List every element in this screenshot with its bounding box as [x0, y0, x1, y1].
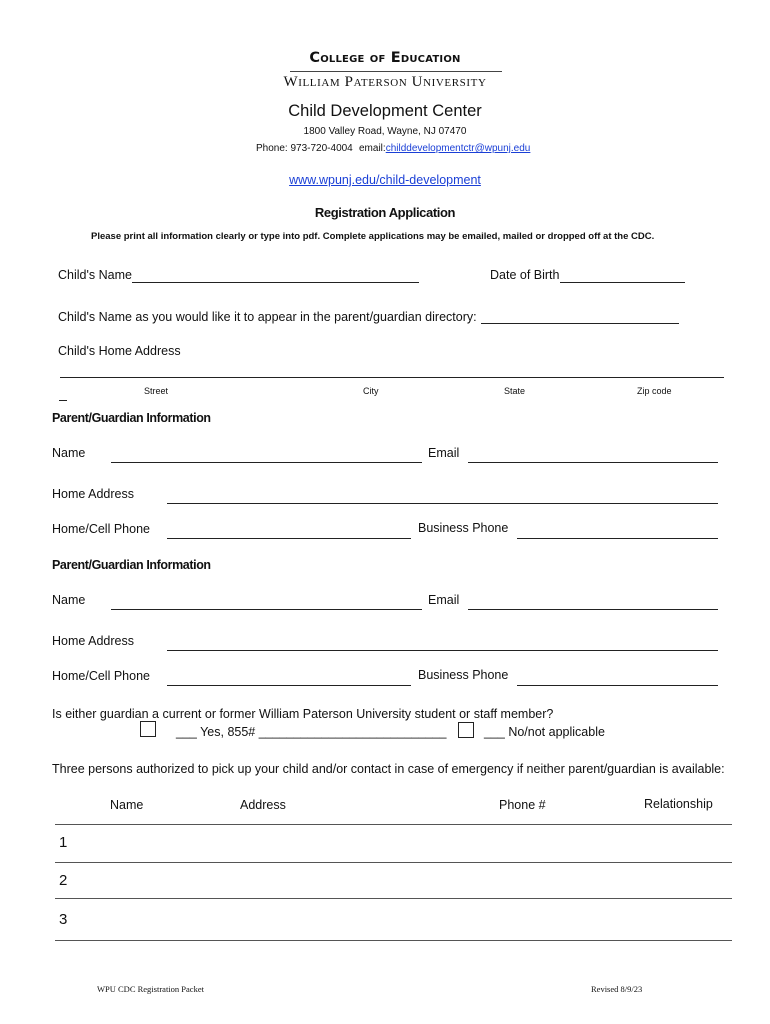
directory-name-label: Child's Name as you would like it to appear in the parent/guardian directory:: [58, 310, 477, 324]
guardian2-email-field[interactable]: [468, 609, 718, 610]
address-line-tail: [59, 400, 67, 401]
dob-field[interactable]: [560, 282, 685, 283]
table-row[interactable]: [55, 862, 732, 863]
home-address-label: Child's Home Address: [58, 344, 181, 358]
guardian2-address-label: Home Address: [52, 634, 134, 648]
guardian2-home-phone-label: Home/Cell Phone: [52, 669, 150, 683]
directory-name-field[interactable]: [481, 323, 679, 324]
guardian1-home-phone-label: Home/Cell Phone: [52, 522, 150, 536]
guardian1-business-phone-label: Business Phone: [418, 521, 509, 535]
wpu-question: Is either guardian a current or former William Paterson University student or staff member?: [52, 707, 554, 721]
yes-checkbox[interactable]: [140, 721, 156, 737]
table-header-name: Name: [110, 798, 144, 812]
authorized-text: Three persons authorized to pick up your child and/or contact in case of emergency if neither parent/guardian is available:: [52, 762, 725, 776]
guardian1-address-label: Home Address: [52, 487, 134, 501]
table-row-number: 3: [59, 911, 68, 928]
city-caption: City: [363, 386, 379, 396]
guardian1-name-field[interactable]: [111, 462, 422, 463]
guardian2-name-field[interactable]: [111, 609, 422, 610]
table-header-relationship: Relationship: [644, 797, 713, 811]
center-phone: Phone: 973-720-4004: [256, 143, 353, 154]
guardian2-heading: Parent/Guardian Information: [52, 558, 211, 572]
guardian1-home-phone-field[interactable]: [167, 538, 411, 539]
state-caption: State: [504, 386, 526, 396]
child-address-field[interactable]: [60, 377, 724, 378]
header-divider: [290, 71, 502, 72]
center-email: [359, 143, 530, 154]
website-link[interactable]: www.wpunj.edu/child-development: [289, 173, 481, 187]
footer-right: Revised 8/9/23: [591, 984, 643, 994]
na-option-label: ___ No/not applicable: [484, 725, 605, 739]
street-caption: Street: [144, 386, 169, 396]
zip-caption: Zip code: [637, 386, 672, 396]
dob-label: Date of Birth: [490, 268, 560, 282]
university-name: William Paterson University: [283, 74, 487, 90]
table-row[interactable]: [55, 940, 732, 941]
guardian1-address-field[interactable]: [167, 503, 718, 504]
table-row[interactable]: [55, 898, 732, 899]
center-address: 1800 Valley Road, Wayne, NJ 07470: [303, 126, 467, 137]
guardian1-email-label: Email: [428, 446, 460, 460]
guardian2-business-phone-label: Business Phone: [418, 668, 509, 682]
guardian2-address-field[interactable]: [167, 650, 718, 651]
table-line: [55, 824, 732, 825]
guardian2-name-label: Name: [52, 593, 86, 607]
guardian2-business-phone-field[interactable]: [517, 685, 718, 686]
college-name: College of Education: [309, 50, 461, 66]
form-title: Registration Application: [314, 205, 456, 220]
guardian2-email-label: Email: [428, 593, 460, 607]
center-name: Child Development Center: [288, 102, 482, 120]
table-header-phone: Phone #: [499, 798, 546, 812]
guardian1-email-field[interactable]: [468, 462, 718, 463]
guardian1-heading: Parent/Guardian Information: [52, 411, 211, 425]
guardian1-name-label: Name: [52, 446, 86, 460]
na-checkbox[interactable]: [458, 722, 474, 738]
table-row-number: 2: [59, 872, 68, 889]
child-name-label: Child's Name: [58, 268, 132, 282]
yes-option-label: ___ Yes, 855# ___________________________: [176, 725, 447, 739]
table-header-address: Address: [240, 798, 286, 812]
email-link[interactable]: childdevelopmentctr@wpunj.edu: [385, 143, 531, 154]
child-name-field[interactable]: [132, 282, 419, 283]
instructions: Please print all information clearly or type into pdf. Complete applications may be emailed, mailed or dropped off at the CDC.: [91, 231, 655, 242]
website: [0, 173, 770, 187]
footer-left: WPU CDC Registration Packet: [97, 984, 204, 994]
table-row-number: 1: [59, 834, 68, 851]
guardian2-home-phone-field[interactable]: [167, 685, 411, 686]
guardian1-business-phone-field[interactable]: [517, 538, 718, 539]
email-label: email:: [359, 143, 386, 154]
